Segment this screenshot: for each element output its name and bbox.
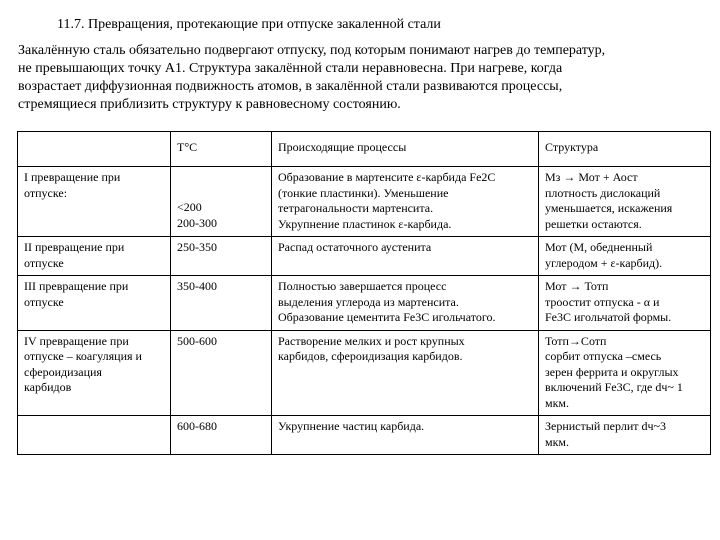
process-cell (272, 237, 539, 276)
process-cell (272, 167, 539, 237)
cell-line: отпуске (24, 255, 64, 270)
cell-line: 250-350 (177, 240, 217, 254)
header-structure: Структура (539, 132, 711, 167)
cell-line: Укрупнение частиц карбида. (278, 419, 425, 433)
stage-cell (18, 416, 171, 455)
temperature-cell (171, 416, 272, 455)
cell-line: отпуске (24, 294, 64, 309)
stage-cell (18, 167, 171, 237)
header-temperature: Т°С (171, 132, 272, 167)
cell-line: углеродом + ε-карбид). (545, 255, 663, 270)
cell-line: Fe3C игольчатой формы. (545, 310, 672, 324)
cell-line: выделения углерода из мартенсита. (278, 294, 459, 309)
table-row (18, 167, 711, 237)
cell-line: 600-680 (177, 419, 217, 433)
cell-line: тетрагональности мартенсита. (278, 201, 434, 215)
structure-cell (539, 167, 711, 237)
cell-line: 200-300 (177, 215, 217, 230)
header-processes: Происходящие процессы (272, 132, 539, 167)
process-cell (272, 330, 539, 416)
structure-cell (539, 416, 711, 455)
cell-line: уменьшается, искажения (545, 201, 673, 215)
cell-line: IV превращение при (24, 333, 129, 348)
intro-line: стремящиеся приблизить структуру к равновесному состоянию. (18, 97, 401, 112)
cell-line: Укрупнение пластинок ε-карбида. (278, 216, 452, 231)
cell-line: III превращение при (24, 279, 129, 293)
table-header-row (18, 132, 711, 167)
table-row (18, 330, 711, 416)
cell-line: плотность дислокаций (545, 185, 661, 200)
structure-cell (539, 237, 711, 276)
stage-cell (18, 330, 171, 416)
cell-line: Мот → Тотп (545, 279, 609, 293)
cell-line: зерен феррита и округлых (545, 364, 679, 379)
stage-cell (18, 237, 171, 276)
structure-cell (539, 330, 711, 416)
process-cell (272, 276, 539, 331)
cell-line: включений Fe3C, где dч~ 1 (545, 380, 683, 394)
cell-line: решетки остаются. (545, 216, 642, 231)
cell-line: отпуске: (24, 185, 68, 200)
intro-line: не превышающих точку А1. Структура закалённой стали неравновесна. При нагреве, когда (18, 61, 563, 76)
cell-line: 500-600 (177, 333, 217, 348)
cell-line: Мот (М, обедненный (545, 240, 653, 254)
cell-line: Растворение мелких и рост крупных (278, 333, 465, 348)
cell-line: карбидов, сфероидизация карбидов. (278, 349, 463, 363)
intro-paragraph (18, 42, 708, 114)
cell-line: сорбит отпуска –смесь (545, 349, 662, 363)
cell-line: сфероидизация (24, 364, 102, 379)
cell-line: Зернистый перлит dч~3 (545, 419, 667, 433)
cell-line: (тонкие пластинки). Уменьшение (278, 185, 449, 200)
tempering-table (17, 131, 711, 455)
table-row (18, 237, 711, 276)
cell-line: троостит отпуска - α и (545, 294, 660, 309)
cell-line: мкм. (545, 434, 570, 449)
cell-line: Образование в мартенсите ε-карбида Fe2C (278, 170, 496, 184)
table-row (18, 416, 711, 455)
header-stage (18, 132, 171, 167)
cell-line: мкм. (545, 395, 570, 410)
cell-line: Тотп→Сотп (545, 333, 607, 348)
cell-line: карбидов (24, 380, 72, 394)
cell-line: Мз → Мот + Аост (545, 170, 638, 184)
table-row (18, 276, 711, 331)
temperature-cell (171, 237, 272, 276)
cell-line: 350-400 (177, 279, 217, 293)
process-cell (272, 416, 539, 455)
structure-cell (539, 276, 711, 331)
cell-line: II превращение при (24, 240, 125, 254)
intro-line: возрастает диффузионная подвижность атомов, в закалённой стали развиваются процессы, (18, 79, 563, 94)
spacer (177, 170, 265, 200)
intro-line: Закалённую сталь обязательно подвергают отпуску, под которым понимают нагрев до температур, (18, 43, 606, 58)
section-title: 11.7. Превращения, протекающие при отпуске закаленной стали (57, 17, 441, 32)
temperature-cell (171, 276, 272, 331)
cell-line: Полностью завершается процесс (278, 279, 447, 293)
temperature-cell (171, 167, 272, 237)
cell-line: отпуске – коагуляция и (24, 349, 142, 363)
cell-line: <200 (177, 200, 202, 214)
cell-line: Распад остаточного аустенита (278, 240, 432, 254)
temperature-cell (171, 330, 272, 416)
stage-cell (18, 276, 171, 331)
cell-line: Образование цементита Fe3C игольчатого. (278, 310, 496, 324)
cell-line: I превращение при (24, 170, 121, 184)
